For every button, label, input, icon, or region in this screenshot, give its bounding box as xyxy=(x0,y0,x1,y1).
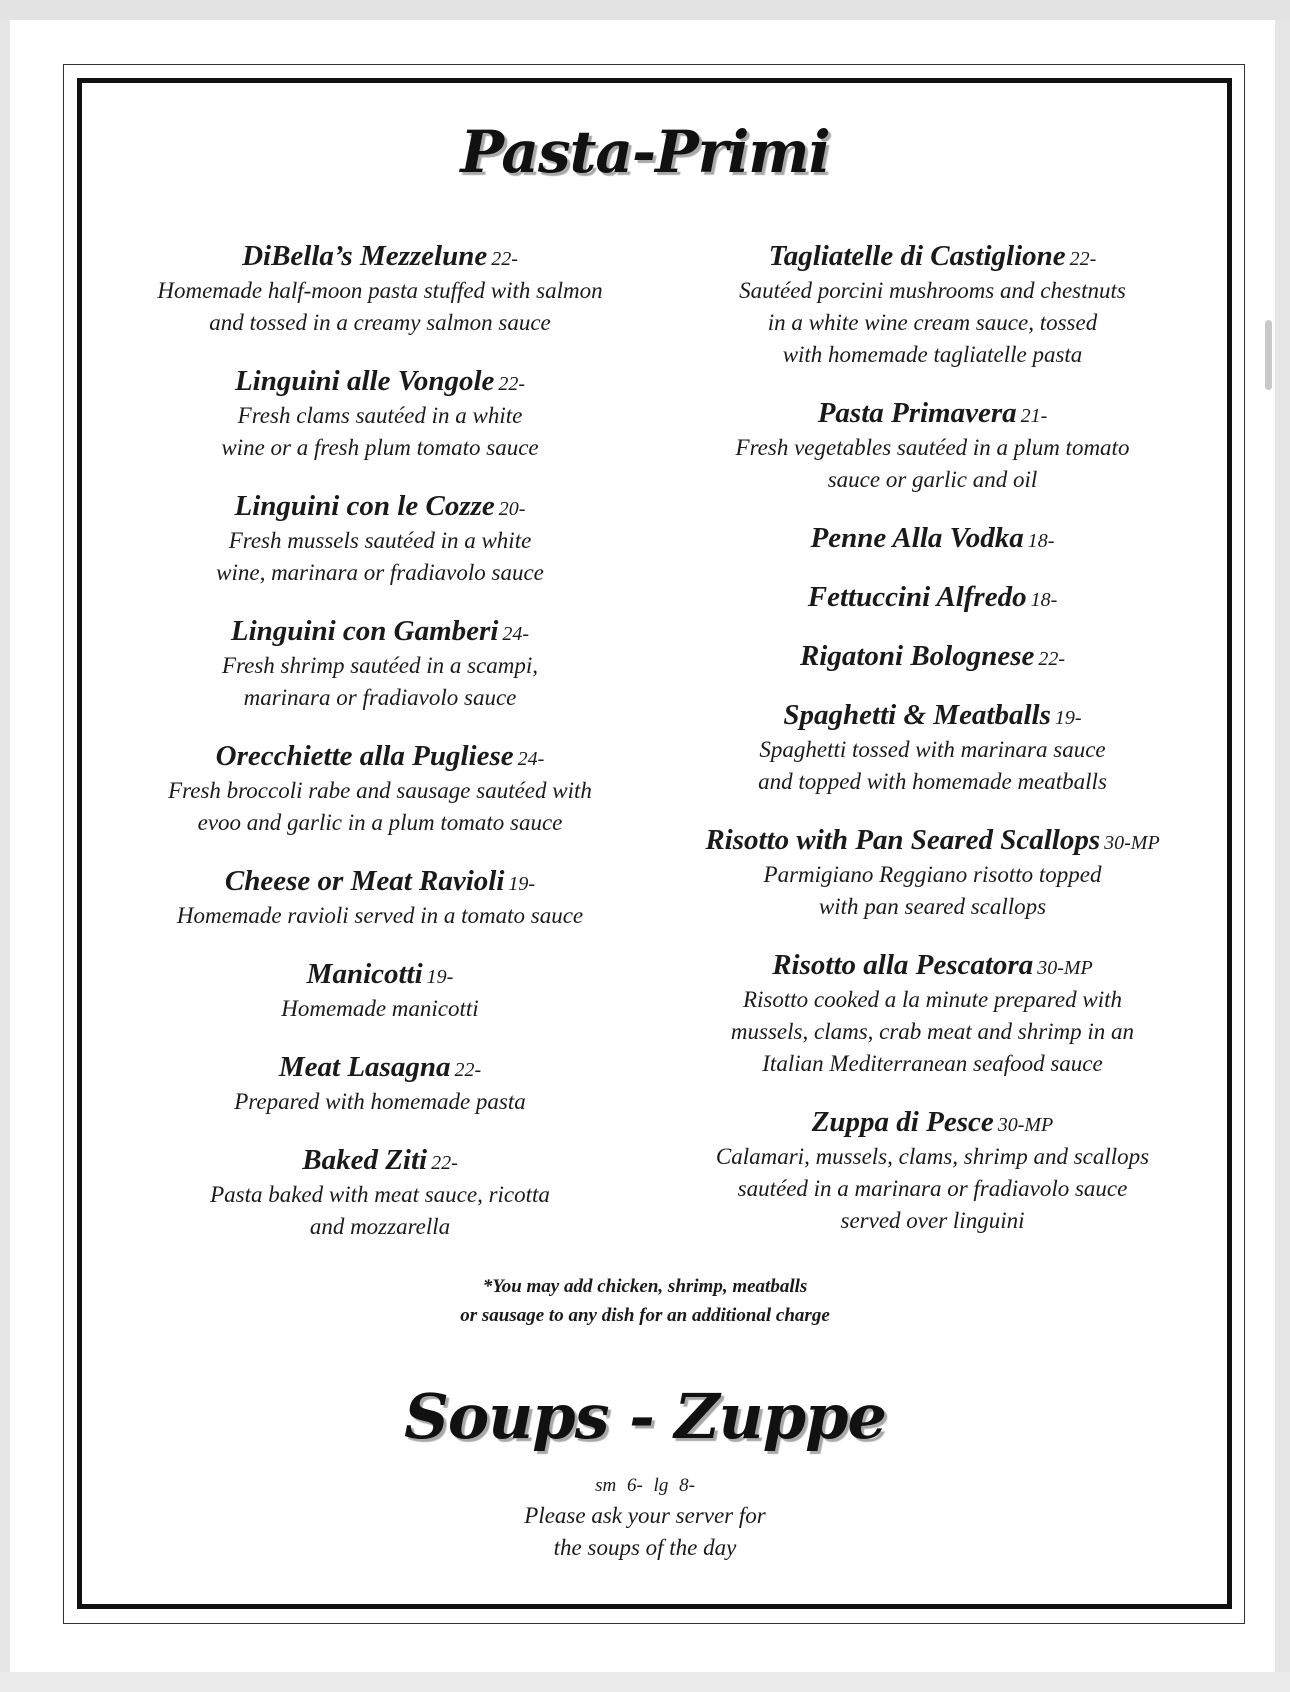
menu-item-description: Fresh mussels sautéed in a white xyxy=(228,528,532,553)
menu-item-name: Zuppa di Pesce xyxy=(811,1106,994,1138)
menu-item-heading xyxy=(130,240,630,275)
menu-item-description: mussels, clams, crab meat and shrimp in an xyxy=(730,1019,1135,1044)
soup-prices: sm 6- lg 8- xyxy=(595,1475,695,1496)
menu-item-heading xyxy=(130,365,630,400)
menu-item-name: DiBella’s Mezzelune xyxy=(242,240,488,272)
pasta-section-title: Pasta-Primi xyxy=(460,118,830,186)
menu-item-description: Fresh clams sautéed in a white xyxy=(237,403,523,428)
soups-block xyxy=(0,1472,1290,1564)
menu-item xyxy=(130,240,630,339)
menu-item xyxy=(130,365,630,464)
menu-item-name: Spaghetti & Meatballs xyxy=(783,699,1051,731)
menu-item-description: Prepared with homemade pasta xyxy=(234,1089,526,1114)
menu-item-name: Manicotti xyxy=(306,958,423,990)
menu-item xyxy=(680,699,1185,798)
menu-item xyxy=(680,240,1185,371)
menu-item-heading xyxy=(130,1051,630,1086)
menu-item-description: and mozzarella xyxy=(309,1214,451,1239)
menu-item-name: Rigatoni Bolognese xyxy=(799,640,1035,672)
note-line: or sausage to any dish for an additional charge xyxy=(460,1305,830,1326)
viewer-top-strip xyxy=(0,0,1290,20)
menu-item-description: Fresh broccoli rabe and sausage sautéed with xyxy=(168,778,592,803)
menu-item-price: 20- xyxy=(498,498,526,520)
menu-item-name: Risotto with Pan Seared Scallops xyxy=(705,824,1101,856)
menu-item xyxy=(130,490,630,589)
menu-item-heading xyxy=(680,699,1185,734)
menu-item-name: Linguini con Gamberi xyxy=(230,615,499,647)
soup-description: the soups of the day xyxy=(553,1535,737,1560)
menu-item-heading xyxy=(680,640,1185,675)
menu-item-heading xyxy=(680,581,1185,616)
menu-item-name: Pasta Primavera xyxy=(817,397,1017,429)
menu-item-name: Linguini con le Cozze xyxy=(234,490,495,522)
menu-item-heading xyxy=(680,397,1185,432)
menu-item xyxy=(680,581,1185,616)
menu-item-heading xyxy=(130,865,630,900)
menu-item-description: sautéed in a marinara or fradiavolo sauce xyxy=(737,1176,1128,1201)
menu-item-heading xyxy=(680,824,1185,859)
menu-item-heading xyxy=(680,1106,1185,1141)
menu-item-name: Meat Lasagna xyxy=(278,1051,451,1083)
menu-item-price: 30-MP xyxy=(1037,957,1093,979)
menu-item-description: in a white wine cream sauce, tossed xyxy=(767,310,1098,335)
menu-item-heading xyxy=(130,1144,630,1179)
menu-item-price: 21- xyxy=(1020,405,1048,427)
menu-item-description: Calamari, mussels, clams, shrimp and scallops xyxy=(715,1144,1150,1169)
menu-item-description: Sautéed porcini mushrooms and chestnuts xyxy=(739,278,1126,303)
menu-item-name: Tagliatelle di Castiglione xyxy=(768,240,1066,272)
menu-item-description: Italian Mediterranean seafood sauce xyxy=(762,1051,1103,1076)
menu-item-heading xyxy=(680,240,1185,275)
menu-item-description: Spaghetti tossed with marinara sauce xyxy=(759,737,1106,762)
menu-item-heading xyxy=(680,949,1185,984)
menu-item-price: 24- xyxy=(517,748,545,770)
menu-item-name: Penne Alla Vodka xyxy=(810,522,1024,554)
menu-item-price: 18- xyxy=(1027,530,1055,552)
menu-item-price: 18- xyxy=(1030,589,1058,611)
menu-item-description: and tossed in a creamy salmon sauce xyxy=(209,310,551,335)
menu-item-heading xyxy=(130,740,630,775)
menu-item xyxy=(130,1051,630,1118)
menu-item-heading xyxy=(130,615,630,650)
menu-item-price: 19- xyxy=(508,873,536,895)
menu-item-description: served over linguini xyxy=(840,1208,1025,1233)
menu-item-description: Pasta baked with meat sauce, ricotta xyxy=(210,1182,550,1207)
menu-item xyxy=(680,522,1185,557)
menu-item-price: 22- xyxy=(1069,248,1097,270)
menu-item-price: 22- xyxy=(431,1152,458,1174)
menu-item-price: 24- xyxy=(502,623,530,645)
menu-item-description: sauce or garlic and oil xyxy=(827,467,1038,492)
menu-item-description: marinara or fradiavolo sauce xyxy=(243,685,517,710)
menu-item-description: Homemade manicotti xyxy=(281,996,479,1021)
menu-item-description: with homemade tagliatelle pasta xyxy=(782,342,1083,367)
menu-item-description: Homemade half-moon pasta stuffed with salmon xyxy=(157,278,603,303)
viewer-bottom-strip xyxy=(0,1672,1290,1692)
menu-item-name: Orecchiette alla Pugliese xyxy=(215,740,514,772)
menu-item-name: Linguini alle Vongole xyxy=(234,365,495,397)
menu-item xyxy=(130,958,630,1025)
menu-item-description: Risotto cooked a la minute prepared with xyxy=(742,987,1123,1012)
menu-item xyxy=(130,865,630,932)
menu-item-price: 19- xyxy=(426,966,454,988)
menu-item-name: Fettuccini Alfredo xyxy=(807,581,1027,613)
menu-item-heading xyxy=(680,522,1185,557)
menu-item-price: 22- xyxy=(454,1059,482,1081)
note-line: *You may add chicken, shrimp, meatballs xyxy=(482,1276,808,1297)
menu-item-name: Cheese or Meat Ravioli xyxy=(224,865,505,897)
menu-item-price: 30-MP xyxy=(997,1114,1054,1136)
menu-item-description: Fresh shrimp sautéed in a scampi, xyxy=(221,653,538,678)
menu-item-description: evoo and garlic in a plum tomato sauce xyxy=(197,810,563,835)
pasta-left-column xyxy=(130,240,630,1269)
menu-item-price: 19- xyxy=(1054,707,1082,729)
add-ons-note xyxy=(0,1272,1290,1330)
menu-item-heading xyxy=(130,958,630,993)
scrollbar-thumb[interactable] xyxy=(1265,320,1272,390)
menu-item-price: 22- xyxy=(1038,648,1066,670)
menu-item-heading xyxy=(130,490,630,525)
soup-description: Please ask your server for xyxy=(524,1503,766,1528)
menu-item xyxy=(130,740,630,839)
menu-item xyxy=(680,640,1185,675)
menu-item-price: 30-MP xyxy=(1104,832,1160,854)
menu-item xyxy=(130,615,630,714)
menu-item-price: 22- xyxy=(491,248,518,270)
menu-item xyxy=(680,1106,1185,1237)
menu-item xyxy=(680,949,1185,1080)
menu-item xyxy=(680,824,1185,923)
menu-item xyxy=(680,397,1185,496)
menu-item-name: Baked Ziti xyxy=(302,1144,428,1176)
pasta-right-column xyxy=(680,240,1185,1263)
menu-item-name: Risotto alla Pescatora xyxy=(772,949,1034,981)
soups-section-title: Soups - Zuppe xyxy=(404,1380,886,1453)
menu-item-description: and topped with homemade meatballs xyxy=(758,769,1107,794)
menu-item-description: Fresh vegetables sautéed in a plum tomato xyxy=(735,435,1130,460)
menu-item-description: wine or a fresh plum tomato sauce xyxy=(221,435,539,460)
menu-item-description: Parmigiano Reggiano risotto topped xyxy=(763,862,1102,887)
menu-item-description: Homemade ravioli served in a tomato sauce xyxy=(176,903,584,928)
menu-item-description: with pan seared scallops xyxy=(818,894,1047,919)
menu-item xyxy=(130,1144,630,1243)
menu-item-price: 22- xyxy=(498,373,526,395)
menu-item-description: wine, marinara or fradiavolo sauce xyxy=(216,560,544,585)
